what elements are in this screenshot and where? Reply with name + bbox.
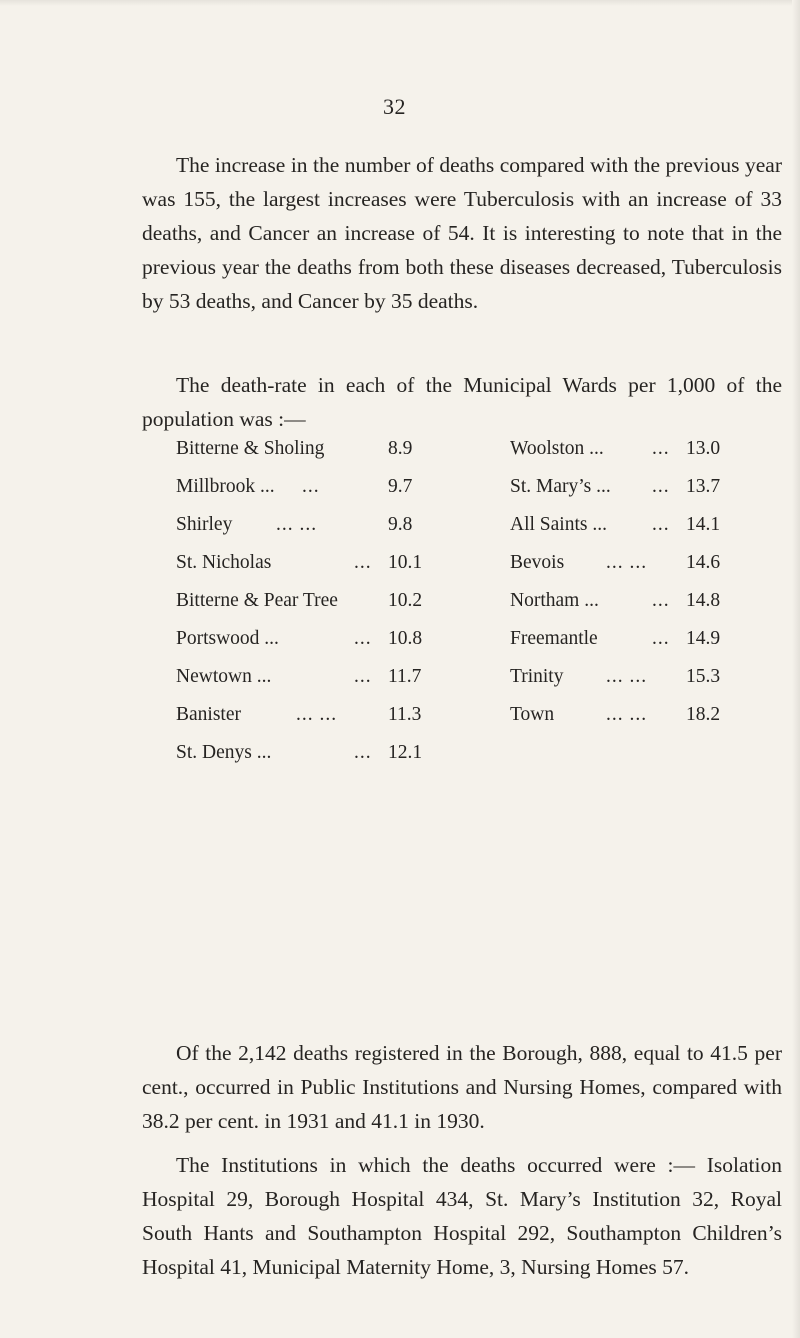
leader-dots: ... bbox=[302, 476, 320, 497]
table-row bbox=[176, 628, 776, 656]
ward-rate: 10.1 bbox=[388, 552, 423, 573]
ward-name: Banister bbox=[176, 704, 241, 725]
ward-name: Newtown ... bbox=[176, 666, 272, 687]
ward-name: St. Denys ... bbox=[176, 742, 272, 763]
ward-name: St. Mary’s ... bbox=[510, 476, 611, 497]
page-right-edge bbox=[792, 0, 800, 1338]
ward-name: Town bbox=[510, 704, 555, 725]
ward-rate: 11.7 bbox=[388, 666, 422, 687]
ward-name: Woolston ... bbox=[510, 438, 604, 459]
ward-name: Bevois bbox=[510, 552, 565, 573]
table-row bbox=[176, 438, 776, 466]
leader-dots: ... ... bbox=[606, 704, 648, 725]
table-row bbox=[176, 666, 776, 694]
ward-rate: 14.1 bbox=[686, 514, 721, 535]
ward-name: Freemantle bbox=[510, 628, 598, 649]
table-row bbox=[176, 704, 776, 732]
leader-dots: ... bbox=[652, 514, 670, 535]
page-top-edge bbox=[0, 0, 800, 6]
paragraph-deaths-increase: The increase in the number of deaths compared with the previous year was 155, the largest increases were Tuberculosis with an increase of 33 deaths, and Cancer an increase of 54. It is interesting to note that in the previous year the deaths from both these diseases decreased, Tuberculosis by 53 deaths, and Cancer by 35 deaths. bbox=[142, 153, 782, 313]
ward-rate: 11.3 bbox=[388, 704, 422, 725]
page-number: 32 bbox=[383, 94, 406, 119]
ward-rate: 9.7 bbox=[388, 476, 413, 497]
ward-rate: 10.8 bbox=[388, 628, 423, 649]
paragraph-death-rate-intro: The death-rate in each of the Municipal Wards per 1,000 of the population was :— bbox=[142, 373, 782, 431]
ward-rate: 12.1 bbox=[388, 742, 423, 763]
leader-dots: ... bbox=[652, 438, 670, 459]
table-row bbox=[176, 742, 776, 770]
table-row bbox=[176, 552, 776, 580]
ward-name: Trinity bbox=[510, 666, 564, 687]
ward-rate: 13.0 bbox=[686, 438, 721, 459]
ward-rate: 15.3 bbox=[686, 666, 721, 687]
leader-dots: ... bbox=[354, 628, 372, 649]
ward-name: All Saints ... bbox=[510, 514, 607, 535]
ward-rate: 18.2 bbox=[686, 704, 721, 725]
ward-name: Bitterne & Sholing bbox=[176, 438, 325, 459]
leader-dots: ... bbox=[354, 666, 372, 687]
ward-rate: 13.7 bbox=[686, 476, 721, 497]
ward-name: St. Nicholas bbox=[176, 552, 272, 573]
table-row bbox=[176, 590, 776, 618]
ward-rate: 9.8 bbox=[388, 514, 413, 535]
ward-rate: 14.8 bbox=[686, 590, 721, 611]
ward-name: Portswood ... bbox=[176, 628, 279, 649]
paragraph-institution-list: The Institutions in which the deaths occurred were :— Isolation Hospital 29, Borough Hospital 434, St. Mary’s Institution 32, Royal South Hants and Southampton Hospital 292, Southampton Children’s Hospital 41, Municipal Maternity Home, 3, Nursing Homes 57. bbox=[142, 1153, 782, 1279]
leader-dots: ... bbox=[652, 628, 670, 649]
leader-dots: ... bbox=[354, 742, 372, 763]
ward-rate: 8.9 bbox=[388, 438, 413, 459]
ward-name: Bitterne & Pear Tree bbox=[176, 590, 338, 611]
leader-dots: ... ... bbox=[606, 552, 648, 573]
leader-dots: ... bbox=[354, 552, 372, 573]
table-row bbox=[176, 514, 776, 542]
table-row bbox=[176, 476, 776, 504]
ward-name: Shirley bbox=[176, 514, 233, 535]
ward-name: Millbrook ... bbox=[176, 476, 275, 497]
leader-dots: ... bbox=[652, 590, 670, 611]
paragraph-institution-deaths: Of the 2,142 deaths registered in the Borough, 888, equal to 41.5 per cent., occurred in Public Institutions and Nursing Homes, compared with 38.2 per cent. in 1931 and 41.1 in 1930. bbox=[142, 1041, 782, 1133]
ward-rate: 14.9 bbox=[686, 628, 721, 649]
leader-dots: ... ... bbox=[276, 514, 318, 535]
ward-name: Northam ... bbox=[510, 590, 599, 611]
leader-dots: ... bbox=[652, 476, 670, 497]
leader-dots: ... ... bbox=[296, 704, 338, 725]
leader-dots: ... ... bbox=[606, 666, 648, 687]
ward-rate: 14.6 bbox=[686, 552, 721, 573]
ward-rate: 10.2 bbox=[388, 590, 423, 611]
